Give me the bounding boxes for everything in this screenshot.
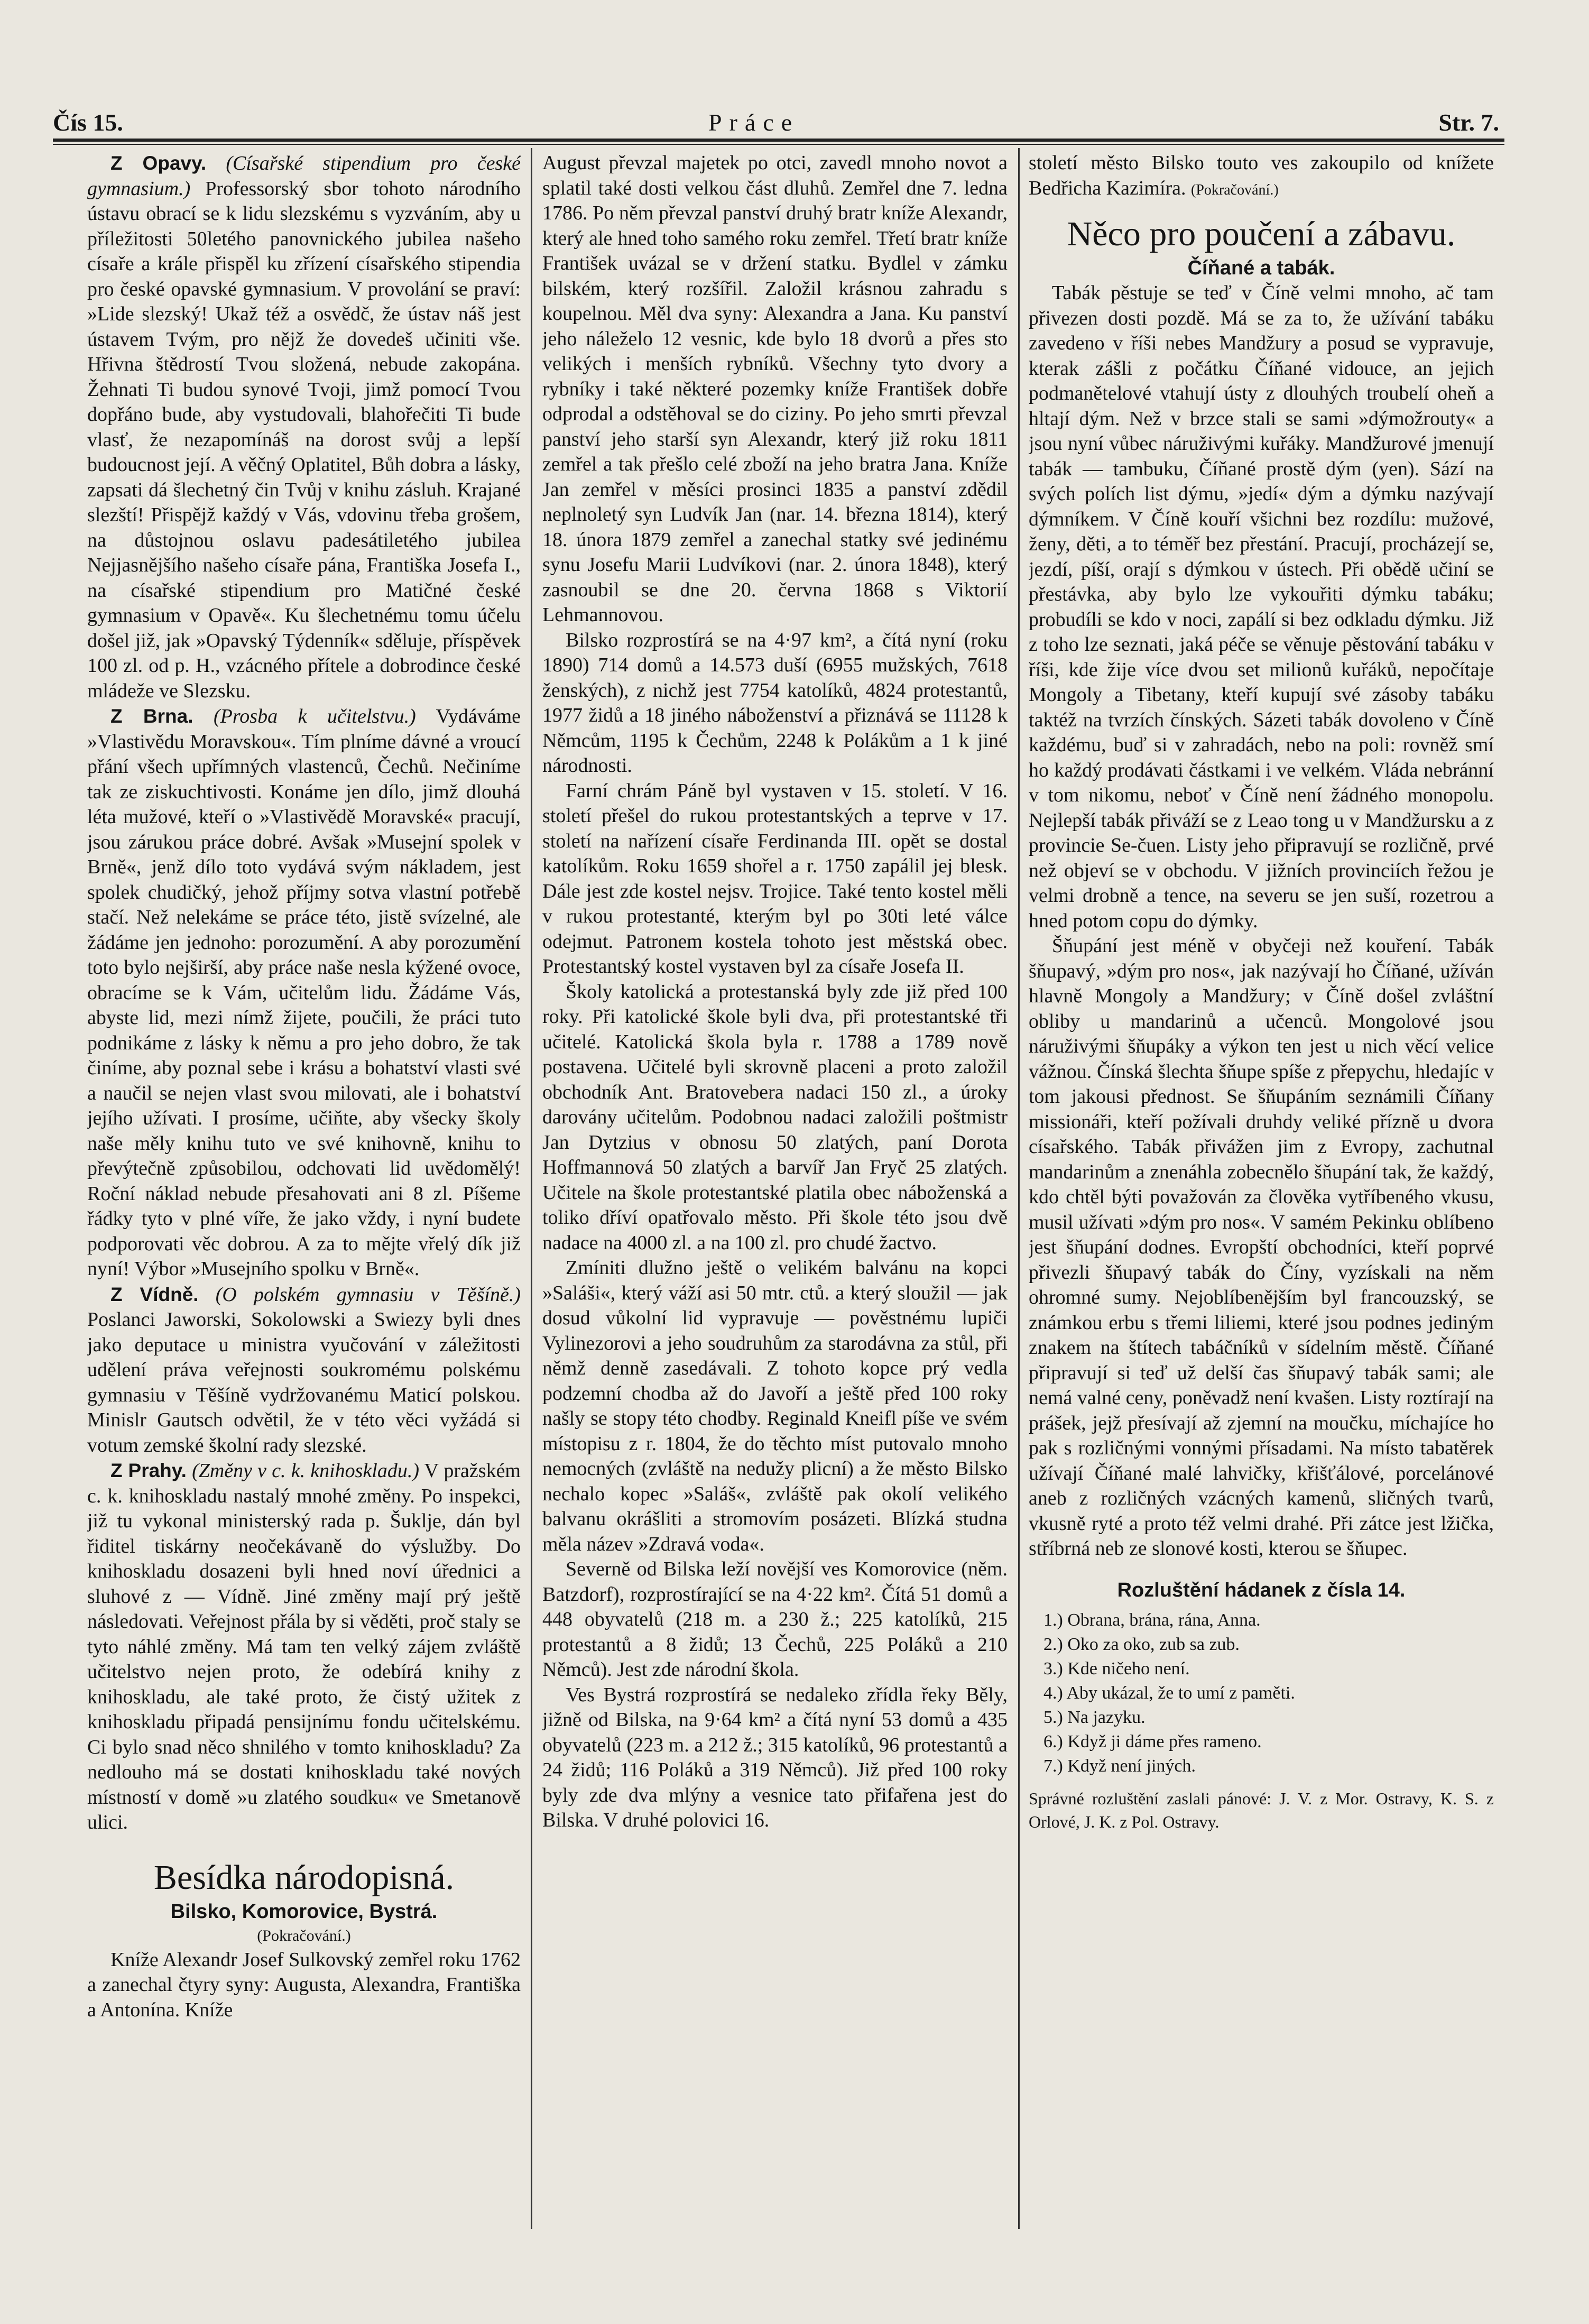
paragraph: Farní chrám Páně byl vystaven v 15. století. V 16. století přešel do rukou protestantských a teprve v 17. století na nařízení císaře Ferdinanda III. opět se dostal katolíkům. Roku 1659 shořel a r. 1750 zapálil jej blesk. Dále jest zde kostel nejsv. Trojice. Také tento kostel měli v rukou protestanté, kterým byl po 30ti leté válce odejmut. Patronem kostela tohoto jest městská obec. Protestantský kostel vystaven byl za císaře Josefa II.	[542, 779, 1008, 977]
column-1	[87, 151, 521, 2218]
spacer	[1029, 1562, 1494, 1578]
list-item: 7.) Když není jiných.	[1043, 1756, 1196, 1776]
article-subtitle: (O polském gymnasiu v Těšíně.)	[215, 1283, 521, 1306]
article-opava	[87, 151, 521, 704]
continued-text: století město Bilsko touto ves zakoupilo od knížete Bedřicha Kazimíra.	[1029, 152, 1494, 199]
article-lead: Z Vídně.	[110, 1283, 199, 1305]
article-body: Poslanci Jaworski, Sokolowski a Swiezy byli dnes jako deputace u ministra vyučování v záležitosti udělení práva veřejnosti soukromému polskému gymnasiu v Těšíně vydržovanému Maticí polskou. Minislr Gautsch odvětil, že v této věci vyžádá si votum zemské školní rady slezské.	[87, 1308, 521, 1456]
list-item: 6.) Když ji dáme přes rameno.	[1043, 1731, 1262, 1751]
paragraph: Školy katolická a protestanská byly zde již před 100 roky. Při katolické škole byli dva, při protestantské tři učitelé. Katolická škola byla r. 1788 a 1789 nově postavena. Učitelé byli skrovně placeni a proto založil obchodník Ant. Bratovebera nadaci 150 zl., a úroky darovány učitelům. Podobnou nadaci založili poštmistr Jan Dytzius v obnosu 50 zlatých, paní Dorota Hoffmannová 50 zlatých a barvíř Jan Fryč 25 zlatých. Učitele na škole protestantské platila obec náboženská a toliko dříví opatřovalo město. Při škole této jsou dvě nadace na 4000 zl. a na 100 zl. pro chudé žactvo.	[542, 980, 1008, 1254]
section-subheading: Bilsko, Komorovice, Bystrá.	[170, 1900, 438, 1923]
paragraph: Tabák pěstuje se teď v Číně velmi mnoho, ač tam přivezen dosti pozdě. Má se za to, že užívání tabáku zavedeno v říši nebes Mandžury a posud se vypravuje, kterak zášli z počátku Číňané vidouce, an jejich podmanětelové vtahují ústy z dlouhých troubelí oheň a hltají dým. Než v brzce stali se sami »dýmožrouty« a jsou nyní vůbec náruživými kuřáky. Mandžurové jmenují tabák — tambuku, Číňané prostě dým (yen). Sází na svých polích list dýmu, »jedí« dým a dýmku nazývají dýmníkem. V Číně kouří všichni bez rozdílu: mužové, ženy, děti, a to téměř bez přestání. Pracují, procházejí se, jezdí, píší, orají s dýmkou v ústech. Při obědě učiní se přestávka, aby bylo lze vykouřiti dýmku tabáku; probudíli se kdo v noci, zapálí si bez odkladu dýmku. Již z toho lze seznati, jaká péče se věnuje pěstování tabáku v říši, kde žije více dvou set milionů kuřáků, nepočítaje Mongoly a Tibetany, kteří kupují své zásoby tabáku taktéž na tvrzích čínských. Sázeti tabák dovoleno v Číně každému, buď si v zahradách, nebo na poli: rovněž smí ho každý prodávati částkami i ve velkém. Vláda nebránní v tom nikomu, neboť v Číně není žádného monopolu. Nejlepší tabák přiváží se z Leao tong u v Mandžursku a z provincie Se-čuen. Listy jeho připravují se rozličně, prvé než objeví se v obchodu. V jižních provinciích řežou je velmi drobně a tence, na severu se jen suší, rozetrou a hned potom copu do dýmky.	[1029, 282, 1494, 932]
section-subheading: Číňané a tabák.	[1187, 257, 1335, 279]
column-3	[1029, 151, 1494, 2218]
article-lead: Z Brna.	[110, 705, 193, 727]
paragraph: Bilsko rozprostírá se na 4·97 km², a čítá nyní (roku 1890) 714 domů a 14.573 duší (6955 mužských, 7618 ženských), z nichž jest 7754 katolíků, 4824 protestantů, 1977 židů a 18 jiného náboženství a přiznává se 11128 k Němcům, 1195 k Čechům, 2248 k Polákům a 1 k jiné národnosti.	[542, 629, 1008, 777]
article-subtitle: (Císařské stipendium pro české gymnasium.)	[87, 152, 521, 200]
continued-note: (Pokračování.)	[1191, 181, 1279, 198]
paragraph: Ves Bystrá rozprostírá se nedaleko zřídla řeky Běly, jižně od Bilska, na 9·64 km² a čítá nyní 53 domů a 435 obyvatelů (223 m. a 212 ž.; 315 katolíků, 96 protestantů a 24 židů; 116 Poláků a 319 Němců). Již před 100 roky byly zde dva mlýny a vesnice tato přifařena jest do Bilska. V druhé polovici 16.	[542, 1683, 1008, 1831]
issue-number: Čís 15.	[53, 109, 123, 136]
paragraph: Severně od Bilska leží novější ves Komorovice (něm. Batzdorf), rozprostírající se na 4·22 km². Čítá 51 domů a 448 obyvatelů (218 m. a 230 ž.; 225 katolíků, 215 protestantů a 8 židů; 13 Čechů, 225 Poláků a 210 Němců). Jest zde národní škola.	[542, 1558, 1008, 1681]
list-item: 4.) Aby ukázal, že to umí z paměti.	[1043, 1683, 1295, 1703]
article-body: Professorský sbor tohoto národního ústavu obrací se k lidu slezskému s vyzváním, aby u příležitosti 50letého panovnického jubilea našeho císaře a krále přispěl ku zřízení císařského stipendia pro české opavské gymnasium. V provolání se praví: »Lide slezský! Ukaž též a osvědč, že ústav náš jest ústavem Tvým, pro nějž že dovedeš učiniti vše. Hřivna štědrostí Tvou složená, nebude zakopána. Žehnati Ti budou synové Tvoji, jimž pomocí Tvou dopřáno bude, aby vystudovali, blahořečiti Ti bude vlasť, že nezapomínáš na dorost svůj a lepší budoucnost její. A věčný Oplatitel, Bůh dobra a lásky, zapsati dá šlechetný čin Tvůj v knihu zásluh. Krajané slezští! Přispějž každý v Vás, vdovinu třeba grošem, na důstojnou oslavu padesátiletého jubilea Nejjasnějšího našeho císaře pána, Františka Josefa I., na císařské stipendium pro Matičné české gymnasium v Opavě«. Ku šlechetnému tomu účelu došel již, jak »Opavský Týdenník« sděluje, příspěvek 100 zl. od p. H., vzácného přítele a dobrodince české mládeže ve Slezsku.	[87, 177, 521, 702]
list-item: 2.) Oko za oko, zub sa zub.	[1043, 1634, 1240, 1654]
page-number: Str. 7.	[1438, 109, 1499, 136]
continued-note: (Pokračování.)	[257, 1926, 351, 1944]
article-brna	[87, 704, 521, 1282]
paragraph: Šňupání jest méně v obyčeji než kouření. Tabák šňupavý, »dým pro nos«, jak nazývají ho Číňané, užíván hlavně Mongoly a Mandžury; v Číně došel zvláštní obliby u mandarinů a učenců. Mongolové jsou náruživými šňupáky a výkon ten jest u nich věcí velice vážnou. Čínská šlechta šňupe spíše z přepychu, hledajíc v tom jakousi přednost. Se šňupáním seznámili Číňany missionáři, kteří požívali druhdy veliké přízně u dvora císařského. Tabák přivážen jim z Evropy, zachutnal mandarinům a znenáhla zobecnělo šňupání tak, že každý, kdo chtěl býti považován za člověka vytříbeného vkusu, musil užívati »dým pro nos«. V samém Pekinku oblíbeno jest šňupání dodnes. Evropští obchodníci, kteří poprvé přivezli šňupavý tabák do Číny, vyzískali na něm ohromné sumy. Nejoblíbenějším byl francouzský, se známkou erbu s třemi liliemi, které jsou podnes jediným znakem na štítech tabáčníků v sídelním městě. Číňané připravují si teď už delší čas šňupavý tabák sami; ale nemá valné ceny, poněvadž není kvašen. Listy roztírají na prášek, jejž přesívají až zjemní na moučku, míchajíce ho pak s rozličnými vonnými přísadami. Na místo tabatěrek užívají Číňané malé lahvičky, křišťálové, porcelánové aneb z rozličných vzácných kamenů, sličných tvarů, vkusně ryté a proto též velmi drahé. Při zátce jest lžička, stříbrná neb ze slonové kosti, kterou se šňupec.	[1029, 935, 1494, 1560]
article-subtitle: (Změny v c. k. knihoskladu.)	[192, 1460, 420, 1482]
column-divider-1	[531, 148, 532, 2229]
column-divider-2	[1018, 148, 1020, 2229]
article-prahy	[87, 1458, 521, 1836]
header-rule-thick	[53, 139, 1504, 142]
list-item: 3.) Kde ničeho není.	[1043, 1658, 1190, 1679]
section-heading-besidka: Besídka národopisná.	[153, 1858, 455, 1897]
article-lead: Z Prahy.	[110, 1460, 187, 1481]
riddles-heading: Rozluštění hádanek z čísla 14.	[1117, 1579, 1406, 1601]
list-item: 5.) Na jazyku.	[1043, 1707, 1145, 1727]
article-body: Vydáváme »Vlastivědu Moravskou«. Tím plníme dávné a vroucí přání všech upřímných vlastenců, Čechů. Nečiníme tak ze ziskuchtivosti. Konáme jen dílo, jimž dlouhá léta mužové, kteří o »Vlastivědě Moravské« pracují, jsou zárukou práce dobré. Avšak »Musejní spolek v Brně«, jenž dílo toto vydává svým nákladem, jest spolek chudičký, jehož příjmy sotva vlastní potřebě stačí. Než nelekáme se práce této, jistě svízelné, ale žádáme jen jednoho: porozumění. A aby porozumění toto bylo nejširší, aby práce naše nesla kýžené ovoce, obracíme se k Vám, učitelům lidu. Žádáme Vás, abyste lid, mezi nímž žijete, poučili, že práci tuto podnikáme z lásky k němu a pro jeho dobro, že tak činíme, aby poznal sebe i krásu a bohatství vlasti své a naučil se nejen vlast svou milovati, ale i bohatství jejího užívati. I prosíme, učiňte, aby všecky školy naše měly knihu tuto ve své knihovně, knihu to převýtečně způsobilou, odchovati lid uvědomělý! Roční náklad nebude přesahovati ani 8 zl. Píšeme řádky tyto v plné víře, že jako vždy, i nyní budete podporovati věc dobrou. A za to mějte vřelý dík již nyní! Výbor »Musejního spolku v Brně«.	[87, 705, 521, 1280]
section-heading-zabava: Něco pro poučení a zábavu.	[1067, 215, 1456, 253]
article-lead: Z Opavy.	[110, 152, 207, 174]
solvers-note: Správné rozluštění zaslali pánové: J. V. z Mor. Ostravy, K. S. z Orlové, J. K. z Pol. Ostravy.	[1029, 1788, 1494, 1831]
article-vidne	[87, 1282, 521, 1459]
newspaper-title: Práce	[708, 109, 800, 136]
paragraph: Zmíniti dlužno ještě o velikém balvánu na kopci »Saláši«, který váží asi 50 mtr. ctů. a který sloužil — jak dosud vůkolní lid vypravuje — pověstnému lupiči Vylinezorovi a jeho soudruhům za starodávna za stůl, při němž denně zasedávali. Z tohoto kopce prý vedla podzemní chodba až do Javoří a ještě před 100 roky našly se stopy této chodby. Reginald Kneifl píše ve svém místopisu z r. 1804, že do těchto míst putovalo mnoho nemocných (zvláště na nedužy plicní) a že město Bilsko nechalo kopec »Saláš«, zvláště pak okolí velikého balvanu okrášliti a stromovím posázeti. Blízká studna měla název »Zdravá voda«.	[542, 1257, 1008, 1555]
paragraph	[1029, 151, 1494, 202]
list-item: 1.) Obrana, brána, rána, Anna.	[1043, 1610, 1261, 1630]
column-2	[542, 151, 1008, 2218]
paragraph: August převzal majetek po otci, zavedl mnoho novot a splatil také dosti velkou část dluhů. Zemřel dne 7. ledna 1786. Po něm převzal panství druhý bratr kníže Alexandr, který ale hned toho samého roku zemřel. Třetí bratr kníže František uvázal se v držení statku. Bydlel v zámku bilském, který rozšířil. Založil krásnou zahradu s koupelnou. Měl dva syny: Alexandra a Jana. Ku panství jeho náleželo 12 vesnic, kde bylo 18 dvorů a přes sto velikých i menších rybníků. Všechny tyto dvory a rybníky i také některé pozemky kníže František dobře odprodal a odstěhoval se do ciziny. Po jeho smrti převzal panství jeho starší syn Alexandr, který již roku 1811 zemřel a tak přešlo celé zboží na jeho bratra Jana. Kníže Jan zemřel v měsíci prosinci 1835 a panství zdědil neplnoletý syn Ludvík Jan (nar. 14. března 1814), který 18. února 1879 zemřel a zanechal statky své jedinému synu Josefu Marii Ludvíkovi (nar. 2. února 1848), který zasnoubil se dne 20. června 1868 s Viktorií Lehmannovou.	[542, 152, 1008, 626]
header-rule-thin	[53, 144, 1504, 145]
article-body: V pražském c. k. knihoskladu nastalý mnohé změny. Po inspekci, již tu vykonal ministerský rada p. Šuklje, dán byl řiditel tiskárny neočekávaně do výslužby. Do knihoskladu dosazeni byli hned noví úřednici a sluhové z — Vídně. Jiné změny mají prý ještě následovati. Veřejnost přála by si věděti, proč staly se tyto náhlé změny. Má tam ten velký zájem zvláště učitelstvo nejen proto, že odebírá knihy z knihoskladu, ale také proto, že čistý užitek z knihoskladu připadá pensijnímu fondu učitelskému. Ci bylo snad něco shnilého v tomto knihoskladu? Za nedlouho má se dostati knihoskladu také nových místností v domě »u zlatého soudku« ve Smetanově ulici.	[87, 1460, 521, 1833]
article-body: Kníže Alexandr Josef Sulkovský zemřel roku 1762 a zanechal čtyry syny: Augusta, Alexandra, Františka a Antonína. Kníže	[87, 1948, 521, 2021]
article-subtitle: (Prosba k učitelstvu.)	[214, 705, 416, 727]
riddles-list	[1029, 1608, 1494, 1778]
